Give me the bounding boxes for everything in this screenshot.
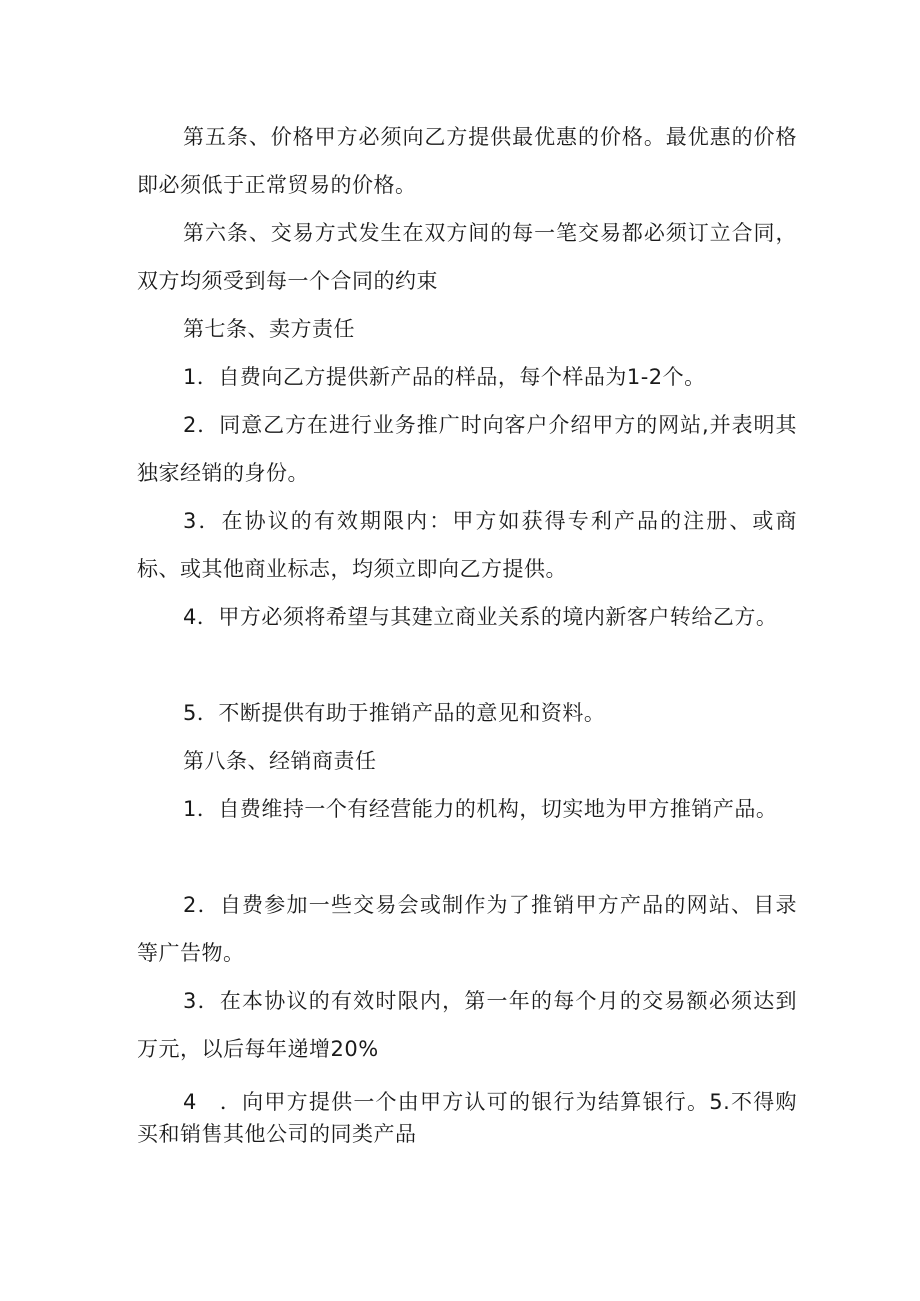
clause-7-heading: 第七条、卖方责任 <box>183 317 355 341</box>
clause-5-price: 第五条、价格甲方必须向乙方提供最优惠的价格。最优惠的价格即必须低于正常贸易的价格。 <box>137 125 797 197</box>
clause-7-item-4: 4．甲方必须将希望与其建立商业关系的境内新客户转给乙方。 <box>183 605 778 629</box>
clause-8-item-2: 2．自费参加一些交易会或制作为了推销甲方产品的网站、目录等广告物。 <box>137 893 797 965</box>
clause-7-item-1: 1．自费向乙方提供新产品的样品，每个样品为1-2个。 <box>183 365 706 389</box>
clause-7-item-2: 2．同意乙方在进行业务推广时向客户介绍甲方的网站,并表明其独家经销的身份。 <box>137 413 797 485</box>
clause-6-transaction: 第六条、交易方式发生在双方间的每一笔交易都必须订立合同，双方均须受到每一个合同的约束 <box>137 221 797 293</box>
clause-7-item-3: 3．在协议的有效期限内：甲方如获得专利产品的注册、或商标、或其他商业标志，均须立即向乙方提供。 <box>137 509 797 581</box>
clause-8-item-4-5: 4 ．向甲方提供一个由甲方认可的银行为结算银行。5.不得购买和销售其他公司的同类产品 <box>137 1090 797 1146</box>
clause-8-item-3: 3．在本协议的有效时限内，第一年的每个月的交易额必须达到 万元，以后每年递增20% <box>137 989 819 1061</box>
clause-7-item-5: 5．不断提供有助于推销产品的意见和资料。 <box>183 701 606 725</box>
clause-8-item-1: 1．自费维持一个有经营能力的机构，切实地为甲方推销产品。 <box>183 797 778 821</box>
clause-8-heading: 第八条、经销商责任 <box>183 749 377 773</box>
